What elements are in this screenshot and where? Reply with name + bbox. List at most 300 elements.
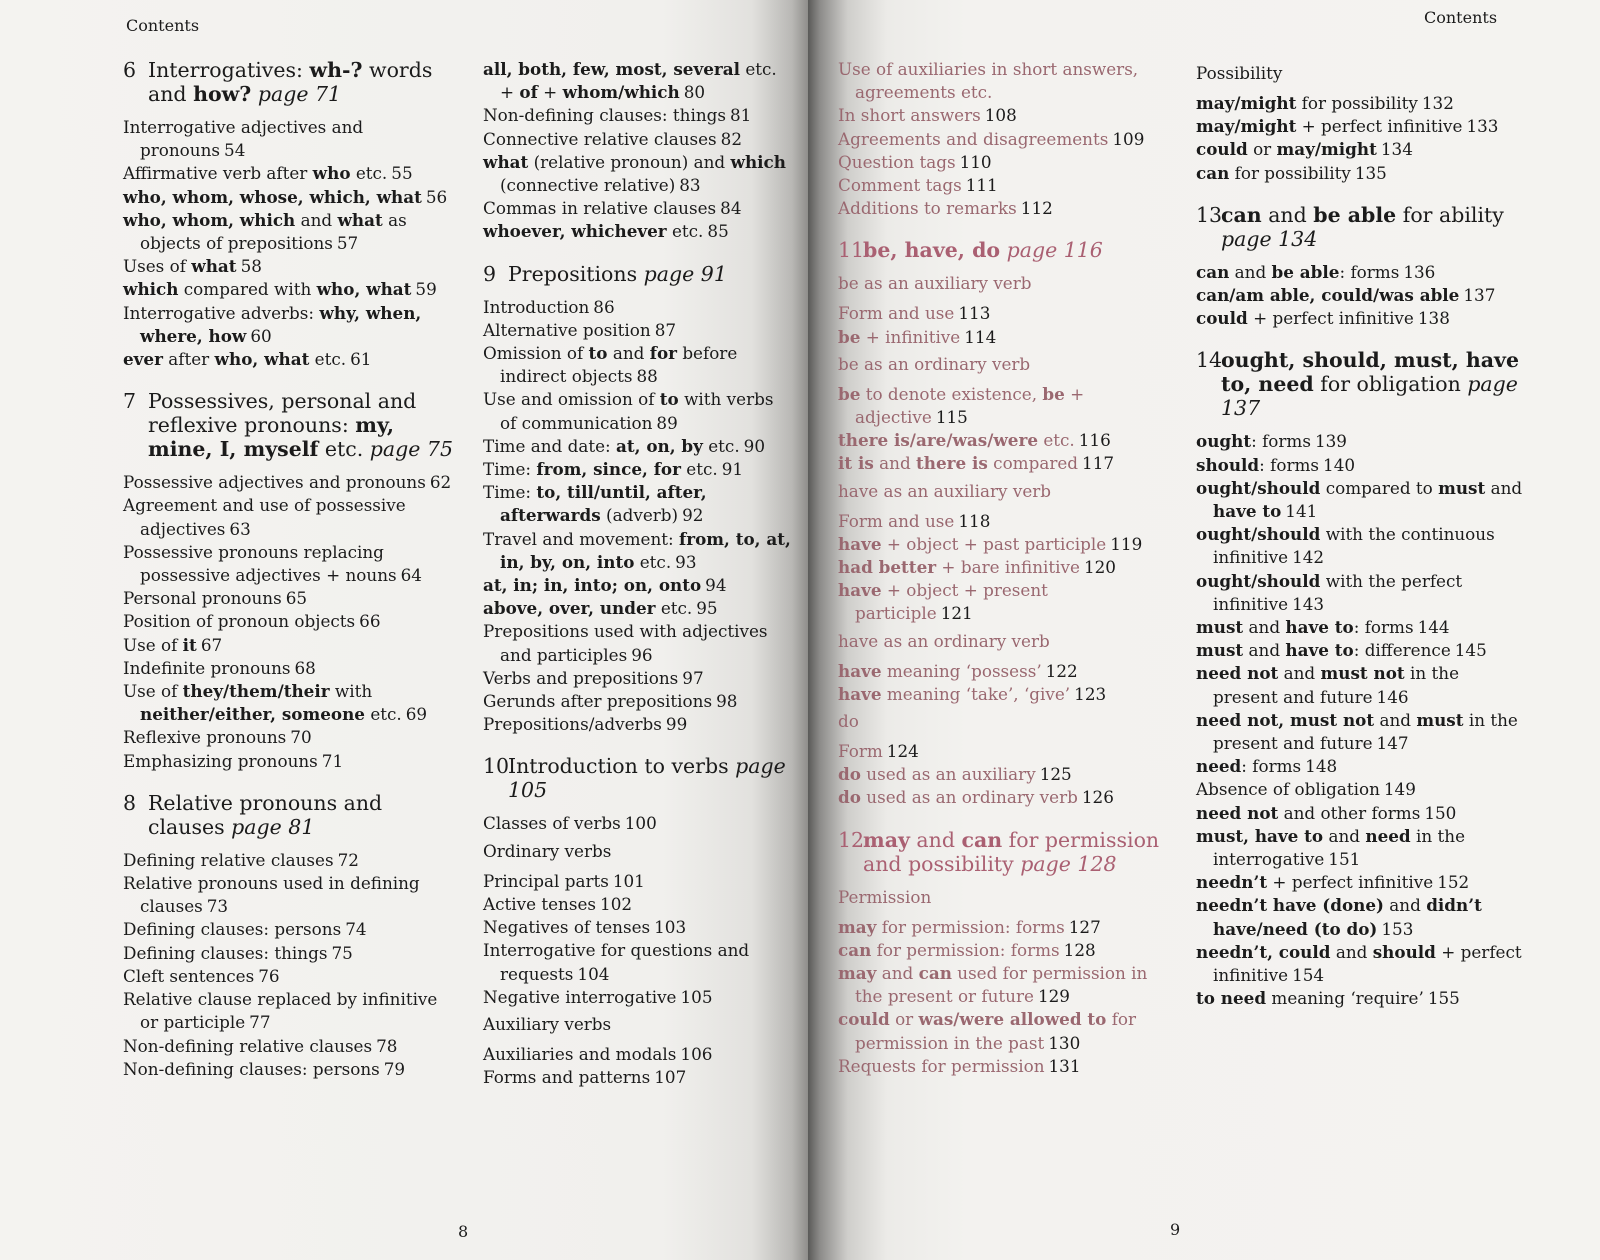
entry-section-number: 148	[1305, 756, 1338, 777]
text-run: in the present and future	[1213, 663, 1459, 707]
bold-term: can	[918, 963, 952, 984]
entry-section-number: 111	[965, 175, 998, 196]
entry-section-number: 133	[1466, 116, 1499, 137]
bold-term: must	[1196, 640, 1244, 661]
chapter-section	[483, 754, 793, 1089]
text-run: (adverb)	[600, 505, 679, 526]
entry-title	[838, 684, 1070, 704]
contents-entry	[123, 988, 453, 1034]
chapter-page-ref: page 134	[1221, 226, 1318, 251]
text-run: Prepositions/adverbs	[483, 714, 662, 735]
text-run: used for permission in the present or future	[855, 963, 1148, 1007]
bold-term: had better	[838, 557, 937, 578]
entry-section-number: 59	[415, 279, 437, 300]
entry-section-number: 154	[1292, 965, 1325, 986]
chapter-section	[123, 791, 453, 1081]
contents-entry	[123, 849, 453, 872]
bold-term: who, what	[214, 349, 310, 370]
entry-section-number: 93	[675, 551, 697, 572]
contents-entry	[838, 128, 1168, 151]
entry-title	[1196, 285, 1459, 305]
text-run: Introduction to verbs	[508, 754, 729, 779]
text-run: words and	[148, 58, 433, 106]
contents-entry	[123, 680, 453, 726]
text-run: compared with	[178, 279, 317, 300]
bold-term: ought/should	[1196, 524, 1321, 545]
entry-title	[1196, 262, 1399, 282]
entry-title	[1196, 895, 1482, 938]
chapter-number: 6	[123, 58, 137, 82]
text-run: used as an ordinary verb	[860, 787, 1078, 808]
text-run: Relative clause replaced by infinitive or participle	[123, 989, 438, 1033]
entry-title	[483, 598, 692, 618]
chapter-section	[483, 262, 793, 737]
entry-section-number: 64	[400, 565, 422, 586]
entry-section-number: 145	[1454, 640, 1487, 661]
entry-title	[838, 453, 1078, 473]
contents-entry	[1196, 825, 1526, 871]
text-run: Cleft sentences	[123, 965, 255, 986]
chapter-section	[123, 58, 453, 371]
text-run: Introduction	[483, 296, 590, 317]
entry-title	[838, 534, 1106, 554]
entry-title	[483, 152, 786, 195]
contents-entry	[123, 471, 453, 494]
entry-section-number: 152	[1437, 872, 1470, 893]
text-run: Non-defining clauses: persons	[123, 1058, 380, 1079]
entry-section-number: 65	[285, 588, 308, 609]
text-run: as objects of prepositions	[140, 209, 407, 254]
text-run: and	[1485, 477, 1523, 498]
entry-section-number: 94	[705, 575, 727, 596]
bold-term: whom/which	[562, 82, 680, 103]
entry-title	[483, 436, 740, 456]
entry-section-number: 125	[1039, 764, 1072, 785]
text-run: Form and use	[838, 303, 955, 324]
contents-entry	[483, 128, 793, 151]
entry-title	[1196, 116, 1462, 136]
entry-title	[123, 966, 254, 986]
text-run: in the interrogative	[1213, 825, 1465, 870]
entry-title	[483, 1044, 676, 1064]
entry-section-number: 142	[1292, 547, 1325, 568]
text-run: Forms and patterns	[483, 1067, 651, 1088]
entry-title	[483, 129, 717, 149]
text-run: and	[295, 209, 338, 230]
entry-title	[123, 681, 402, 724]
text-run: : forms	[1259, 454, 1320, 475]
text-run: + perfect infinitive	[1296, 116, 1463, 137]
entry-section-number: 130	[1048, 1032, 1081, 1053]
bold-term: have to	[1285, 640, 1354, 661]
text-run: or	[1247, 139, 1277, 160]
text-run: (connective relative)	[500, 175, 676, 196]
chapter-section	[838, 58, 1168, 220]
bold-term: could	[838, 1009, 890, 1030]
entry-title	[838, 327, 960, 347]
text-run: Interrogative adverbs:	[123, 302, 320, 323]
text-run: and	[1323, 825, 1366, 846]
entry-section-number: 132	[1421, 93, 1454, 113]
contents-entry	[1196, 523, 1526, 569]
entry-section-number: 131	[1048, 1055, 1081, 1076]
text-run: and	[607, 343, 650, 364]
bold-term: who, what	[316, 279, 412, 300]
bold-term: can	[1196, 261, 1230, 282]
entry-title	[1196, 163, 1351, 183]
bold-term: to need	[1196, 988, 1267, 1009]
contents-entry	[123, 872, 453, 918]
entry-title	[1196, 93, 1418, 113]
chapter-section	[1196, 62, 1526, 185]
text-run: Position of pronoun objects	[123, 611, 356, 632]
entry-section-number: 69	[405, 704, 428, 725]
text-run: Connective relative clauses	[483, 128, 717, 149]
entry-section-number: 58	[240, 256, 262, 277]
contents-entry	[123, 1058, 453, 1081]
text-run: + perfect infinitive	[1267, 872, 1434, 893]
entry-title	[123, 163, 387, 183]
chapter-number: 14	[1196, 348, 1223, 373]
entry-section-number: 105	[680, 986, 713, 1007]
bold-term: be able	[1313, 202, 1397, 227]
entry-title	[1196, 478, 1522, 521]
bold-term: of	[519, 82, 538, 103]
entry-title	[123, 727, 286, 747]
entry-title	[838, 511, 954, 531]
text-run: Non-defining clauses: things	[483, 105, 726, 126]
chapter-number: 11	[838, 238, 865, 263]
chapter-page-ref: page 128	[1020, 851, 1117, 876]
contents-entry	[483, 939, 793, 985]
chapter-heading	[123, 58, 453, 106]
text-run: Relative pronouns used in defining clauses	[123, 873, 420, 917]
text-run: Possessive pronouns replacing possessive adjectives + nouns	[123, 541, 397, 586]
entry-section-number: 56	[425, 186, 448, 207]
text-run: In short answers	[838, 105, 981, 126]
entry-title	[1196, 710, 1518, 753]
entry-title	[483, 813, 621, 833]
chapter-section	[123, 389, 453, 773]
chapter-number: 8	[123, 790, 137, 815]
bold-term: be able	[1271, 261, 1340, 282]
entry-section-number: 96	[631, 644, 653, 665]
text-run: and	[1383, 895, 1427, 916]
entry-title	[483, 621, 768, 664]
contents-entry	[1196, 430, 1526, 453]
bold-term: why, when, where, how	[140, 302, 422, 346]
text-run: Emphasizing pronouns	[123, 750, 318, 771]
bold-term: be	[838, 326, 861, 347]
contents-entry	[1196, 477, 1526, 523]
contents-entry	[483, 197, 793, 220]
text-run: and	[1261, 202, 1314, 227]
entry-section-number: 89	[656, 412, 678, 433]
contents-column-3	[838, 58, 1168, 1096]
contents-entry	[838, 510, 1168, 533]
text-run: Omission of	[483, 343, 589, 364]
bold-term: could	[1196, 308, 1248, 329]
entry-title	[123, 658, 291, 678]
subsection-heading: have as an ordinary verb	[838, 630, 1050, 651]
right-page	[808, 0, 1600, 1260]
text-run: Negatives of tenses	[483, 917, 651, 938]
bold-term: how?	[193, 82, 252, 106]
contents-entry	[123, 965, 453, 988]
entry-section-number: 85	[707, 221, 729, 242]
contents-entry	[838, 197, 1168, 220]
entry-section-number: 118	[958, 510, 991, 531]
text-run: Possessive adjectives and pronouns	[123, 472, 426, 493]
entry-title	[838, 152, 956, 172]
contents-entry	[483, 319, 793, 342]
bold-term: ought/should	[1196, 477, 1321, 498]
contents-entry	[1196, 662, 1526, 708]
entry-section-number: 55	[391, 163, 413, 184]
text-run: for possibility	[1229, 162, 1351, 183]
entry-section-number: 123	[1074, 683, 1107, 704]
entry-section-number: 144	[1417, 617, 1450, 638]
bold-term: what	[483, 151, 529, 172]
entry-title	[838, 764, 1036, 784]
entry-title	[838, 1056, 1045, 1076]
entry-section-number: 149	[1383, 779, 1416, 800]
bold-term: can	[838, 939, 872, 960]
entry-section-number: 119	[1110, 533, 1143, 554]
text-run: Question tags	[838, 151, 956, 172]
bold-term: should	[1196, 454, 1260, 475]
contents-entry	[123, 657, 453, 680]
entry-section-number: 79	[383, 1058, 406, 1079]
entry-section-number: 73	[206, 896, 229, 917]
bold-term: need not, must not	[1196, 709, 1375, 730]
text-run: Affirmative verb after	[123, 163, 313, 184]
contents-entry	[838, 660, 1168, 683]
entry-section-number: 88	[636, 366, 658, 387]
text-run: with the perfect infinitive	[1213, 570, 1463, 614]
entry-title	[123, 187, 422, 207]
entry-section-number: 138	[1417, 308, 1450, 329]
entry-title	[483, 575, 701, 595]
bold-term: from, since, for	[536, 459, 681, 480]
text-run: compared to	[1320, 477, 1439, 498]
contents-entry	[1196, 778, 1526, 801]
text-run: + perfect infinitive	[1213, 941, 1522, 986]
bold-term: should	[1372, 941, 1436, 962]
contents-entry	[483, 690, 793, 713]
bold-term: for	[649, 343, 677, 364]
entry-title	[838, 303, 954, 323]
contents-entry	[483, 916, 793, 939]
entry-title	[123, 850, 334, 870]
chapter-number: 7	[123, 389, 137, 414]
text-run: Personal pronouns	[123, 588, 282, 609]
entry-title	[483, 320, 651, 340]
bold-term: which	[730, 151, 786, 172]
entry-title	[123, 611, 355, 631]
entry-section-number: 124	[886, 741, 919, 762]
bold-term: it	[182, 634, 197, 655]
contents-entry	[123, 541, 453, 587]
entry-section-number: 66	[359, 611, 381, 632]
entry-section-number: 140	[1323, 454, 1356, 475]
text-run: and	[1243, 640, 1286, 661]
entry-title	[483, 221, 703, 241]
bold-term: may	[838, 916, 877, 937]
contents-entry	[483, 574, 793, 597]
entry-title	[123, 279, 411, 299]
running-head-left: Contents	[126, 16, 200, 35]
entry-section-number: 127	[1068, 916, 1101, 937]
contents-entry	[838, 104, 1168, 127]
text-run: etc.	[350, 163, 388, 184]
bold-term: must	[1438, 477, 1486, 498]
entry-section-number: 109	[1112, 128, 1145, 149]
text-run: Use of auxiliaries in short answers, agreements etc.	[838, 59, 1139, 103]
entry-section-number: 115	[935, 407, 968, 428]
entry-title	[838, 105, 981, 125]
contents-entry	[1196, 894, 1526, 940]
entry-section-number: 129	[1037, 986, 1070, 1007]
text-run: for permission in the past	[855, 1009, 1137, 1053]
bold-term: may	[863, 827, 910, 852]
text-run: for permission: forms	[876, 916, 1065, 937]
text-run: Comment tags	[838, 175, 962, 196]
entry-section-number: 103	[654, 917, 687, 938]
subsection-heading: Possibility	[1196, 63, 1283, 83]
text-run: used as an auxiliary	[860, 764, 1036, 785]
text-run: Defining clauses: things	[123, 942, 328, 963]
entry-section-number: 121	[940, 603, 973, 624]
text-run: and	[876, 963, 919, 984]
contents-entry	[838, 533, 1168, 556]
contents-entry	[483, 597, 793, 620]
text-run: etc.	[702, 435, 740, 456]
text-run: Uses of	[123, 256, 192, 277]
entry-title	[838, 129, 1108, 149]
text-run: for permission: forms	[871, 939, 1060, 960]
text-run: Interrogative for questions and requests	[483, 940, 750, 984]
text-run: for possibility	[1296, 93, 1418, 113]
entry-title	[1196, 942, 1522, 985]
contents-entry	[123, 918, 453, 941]
text-run: etc.	[666, 221, 704, 242]
entry-section-number: 67	[200, 634, 223, 655]
contents-entry	[123, 587, 453, 610]
bold-term: have to	[1285, 617, 1354, 638]
entry-title	[838, 430, 1075, 450]
contents-entry	[123, 494, 453, 540]
bold-term: be	[838, 383, 861, 404]
contents-entry	[483, 986, 793, 1009]
entry-title	[838, 963, 1147, 1006]
contents-entry	[123, 348, 453, 371]
contents-entry	[838, 786, 1168, 809]
contents-entry	[123, 116, 453, 162]
chapter-heading	[838, 828, 1168, 876]
contents-entry	[1196, 115, 1526, 138]
contents-entry	[123, 302, 453, 348]
contents-entry	[483, 528, 793, 574]
entry-section-number: 143	[1292, 593, 1325, 614]
entry-title	[123, 256, 237, 276]
subsection-heading: Permission	[838, 886, 932, 907]
text-run: and	[1278, 663, 1321, 684]
entry-section-number: 72	[337, 849, 359, 870]
entry-title	[1196, 139, 1377, 159]
entry-title	[838, 557, 1080, 577]
text-run: for permission and possibility	[863, 827, 1160, 876]
entry-title	[483, 482, 707, 525]
bold-term: which	[123, 279, 179, 300]
running-head-right: Contents	[1424, 8, 1498, 27]
text-run: etc.	[680, 459, 718, 480]
chapter-section	[838, 828, 1168, 1078]
contents-entry	[1196, 261, 1526, 284]
entry-title	[483, 59, 777, 102]
entry-section-number: 54	[224, 140, 246, 161]
contents-entry	[838, 383, 1168, 429]
entry-title	[483, 343, 737, 386]
text-run: with verbs of communication	[500, 389, 774, 433]
entry-section-number: 57	[336, 233, 359, 254]
contents-entry	[1196, 284, 1526, 307]
entry-title	[123, 349, 346, 369]
text-run: and	[1330, 941, 1373, 962]
text-run: Agreements and disagreements	[838, 128, 1109, 149]
entry-section-number: 78	[376, 1035, 398, 1056]
contents-entry	[483, 481, 793, 527]
bold-term: must not	[1320, 663, 1405, 684]
contents-entry	[483, 870, 793, 893]
text-run: with the continuous infinitive	[1213, 524, 1495, 568]
contents-entry	[838, 151, 1168, 174]
entry-title	[483, 459, 718, 479]
contents-entry	[123, 162, 453, 185]
entry-section-number: 82	[720, 128, 743, 149]
contents-entry	[483, 104, 793, 127]
entry-title	[1196, 756, 1301, 776]
text-run: Prepositions used with adjectives and participles	[483, 621, 768, 665]
contents-entry	[483, 151, 793, 197]
entry-title	[123, 303, 421, 346]
contents-column-2	[483, 58, 793, 1107]
entry-section-number: 77	[249, 1012, 271, 1033]
entry-title	[838, 59, 1138, 102]
text-run: meaning ‘require’	[1266, 988, 1424, 1009]
chapter-heading	[1196, 348, 1526, 420]
bold-term: there is/are/was/were	[838, 430, 1038, 451]
contents-entry	[123, 1035, 453, 1058]
entry-title	[483, 105, 726, 125]
bold-term: can/am able, could/was able	[1196, 285, 1460, 306]
text-run: Absence of obligation	[1196, 779, 1380, 800]
entry-title	[483, 987, 676, 1007]
text-run: Interrogative adjectives and pronouns	[123, 117, 364, 161]
bold-term: ought, should, must, have to, need	[1221, 348, 1520, 397]
text-run: Indefinite pronouns	[123, 657, 291, 678]
entry-section-number: 107	[654, 1067, 687, 1088]
text-run: : difference	[1353, 640, 1451, 661]
bold-term: must	[1196, 617, 1244, 638]
text-run: or	[889, 1009, 919, 1030]
entry-title	[1196, 431, 1311, 451]
bold-term: wh-?	[309, 58, 363, 82]
entry-title	[483, 894, 596, 914]
text-run: Additions to remarks	[838, 198, 1017, 219]
text-run: Form and use	[838, 510, 955, 531]
contents-entry	[123, 726, 453, 749]
